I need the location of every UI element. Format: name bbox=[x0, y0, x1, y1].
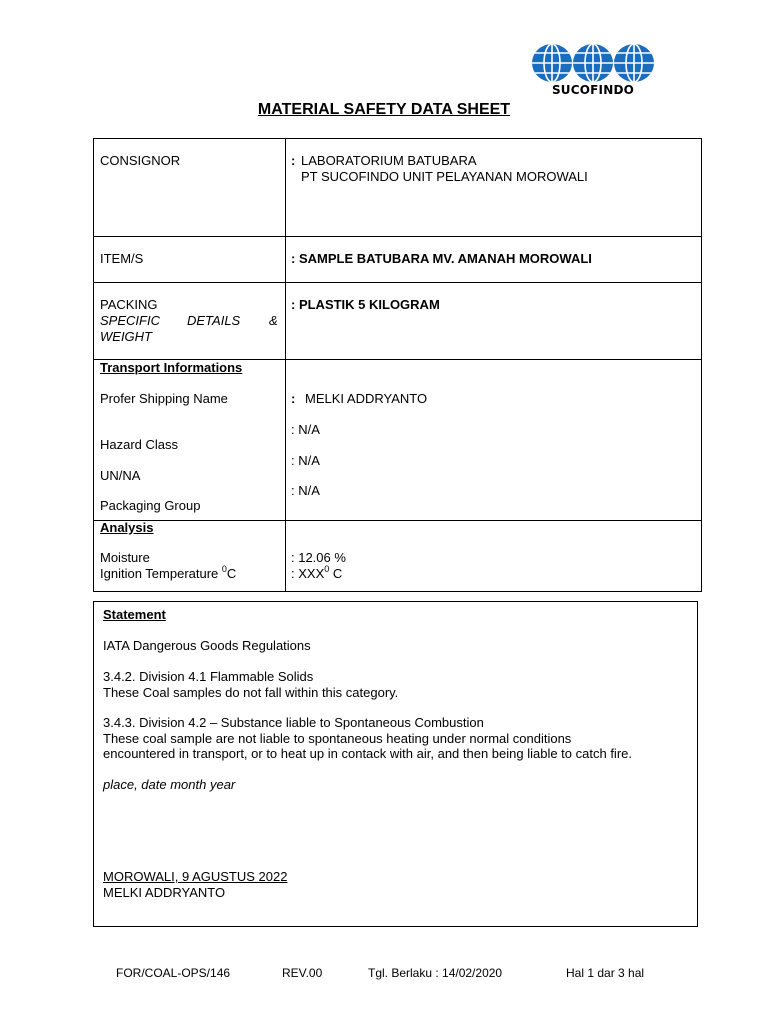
shipping-name-label: Profer Shipping Name bbox=[100, 391, 228, 406]
ignition-label-superscript: 0 bbox=[221, 563, 227, 574]
table-row-divider bbox=[93, 236, 702, 237]
shipping-name-value: MELKI ADDRYANTO bbox=[305, 391, 428, 406]
packing-details: DETAILS bbox=[187, 313, 241, 328]
packing-weight: WEIGHT bbox=[100, 329, 152, 344]
division-42-text-1: These coal sample are not liable to spontaneous heating under normal conditions bbox=[103, 731, 572, 746]
un-na-label: UN/NA bbox=[100, 468, 141, 483]
statement-heading: Statement bbox=[103, 607, 166, 622]
consignor-line1: LABORATORIUM BATUBARA bbox=[301, 153, 477, 168]
ignition-value-text: : XXX bbox=[291, 566, 325, 581]
iata-regulations: IATA Dangerous Goods Regulations bbox=[103, 638, 311, 653]
table-column-divider bbox=[285, 138, 286, 592]
consignor-label: CONSIGNOR bbox=[100, 153, 181, 168]
footer-revision: REV.00 bbox=[282, 966, 323, 980]
moisture-value: : 12.06 % bbox=[291, 550, 346, 565]
document-title bbox=[0, 101, 768, 119]
globe-logo-icon bbox=[532, 43, 654, 85]
ignition-label-text: Ignition Temperature bbox=[100, 566, 222, 581]
na-value-2: : N/A bbox=[291, 453, 320, 468]
items-label: ITEM/S bbox=[100, 251, 144, 266]
division-42-title: 3.4.3. Division 4.2 – Substance liable to Spontaneous Combustion bbox=[103, 715, 484, 730]
packing-specific: SPECIFIC bbox=[100, 313, 160, 328]
consignor-line2: PT SUCOFINDO UNIT PELAYANAN MOROWALI bbox=[301, 169, 588, 184]
na-value-3: : N/A bbox=[291, 483, 320, 498]
items-value: : SAMPLE BATUBARA MV. AMANAH MOROWALI bbox=[291, 251, 592, 266]
signature-place-date: MOROWALI, 9 AGUSTUS 2022 bbox=[103, 869, 288, 884]
packing-value: : PLASTIK 5 KILOGRAM bbox=[291, 297, 440, 312]
na-value-1: : N/A bbox=[291, 422, 320, 437]
transport-heading: Transport Informations bbox=[100, 360, 243, 375]
signature-name: MELKI ADDRYANTO bbox=[103, 885, 226, 900]
table-row-divider bbox=[93, 282, 702, 283]
packing-amp: & bbox=[269, 313, 278, 328]
ignition-value-unit: C bbox=[329, 566, 343, 581]
ignition-label-unit: C bbox=[226, 566, 237, 581]
moisture-label: Moisture bbox=[100, 550, 150, 565]
consignor-colon: : bbox=[291, 153, 296, 168]
analysis-heading: Analysis bbox=[100, 520, 154, 535]
division-41-text: These Coal samples do not fall within this category. bbox=[103, 685, 399, 700]
division-41-title: 3.4.2. Division 4.1 Flammable Solids bbox=[103, 669, 314, 684]
division-42-text-2: encountered in transport, or to heat up in contack with air, and then being liable to catch fire. bbox=[103, 746, 632, 761]
place-date-placeholder: place, date month year bbox=[103, 777, 236, 792]
packaging-group-label: Packaging Group bbox=[100, 498, 201, 513]
ignition-temperature-value bbox=[291, 563, 343, 582]
logo-brand-text: SUCOFINDO bbox=[551, 83, 635, 97]
footer-valid-date: Tgl. Berlaku : 14/02/2020 bbox=[368, 966, 503, 980]
hazard-class-label: Hazard Class bbox=[100, 437, 179, 452]
footer-form-number: FOR/COAL-OPS/146 bbox=[116, 966, 231, 980]
table-row-divider bbox=[93, 520, 702, 521]
shipping-name-colon: : bbox=[291, 391, 296, 406]
ignition-value-superscript: 0 bbox=[324, 563, 330, 574]
ignition-temperature-label bbox=[100, 563, 237, 582]
sucofindo-logo bbox=[532, 43, 654, 99]
packing-label: PACKING bbox=[100, 297, 158, 312]
title-text: MATERIAL SAFETY DATA SHEET bbox=[257, 101, 511, 118]
footer-page-number: Hal 1 dar 3 hal bbox=[566, 966, 645, 980]
